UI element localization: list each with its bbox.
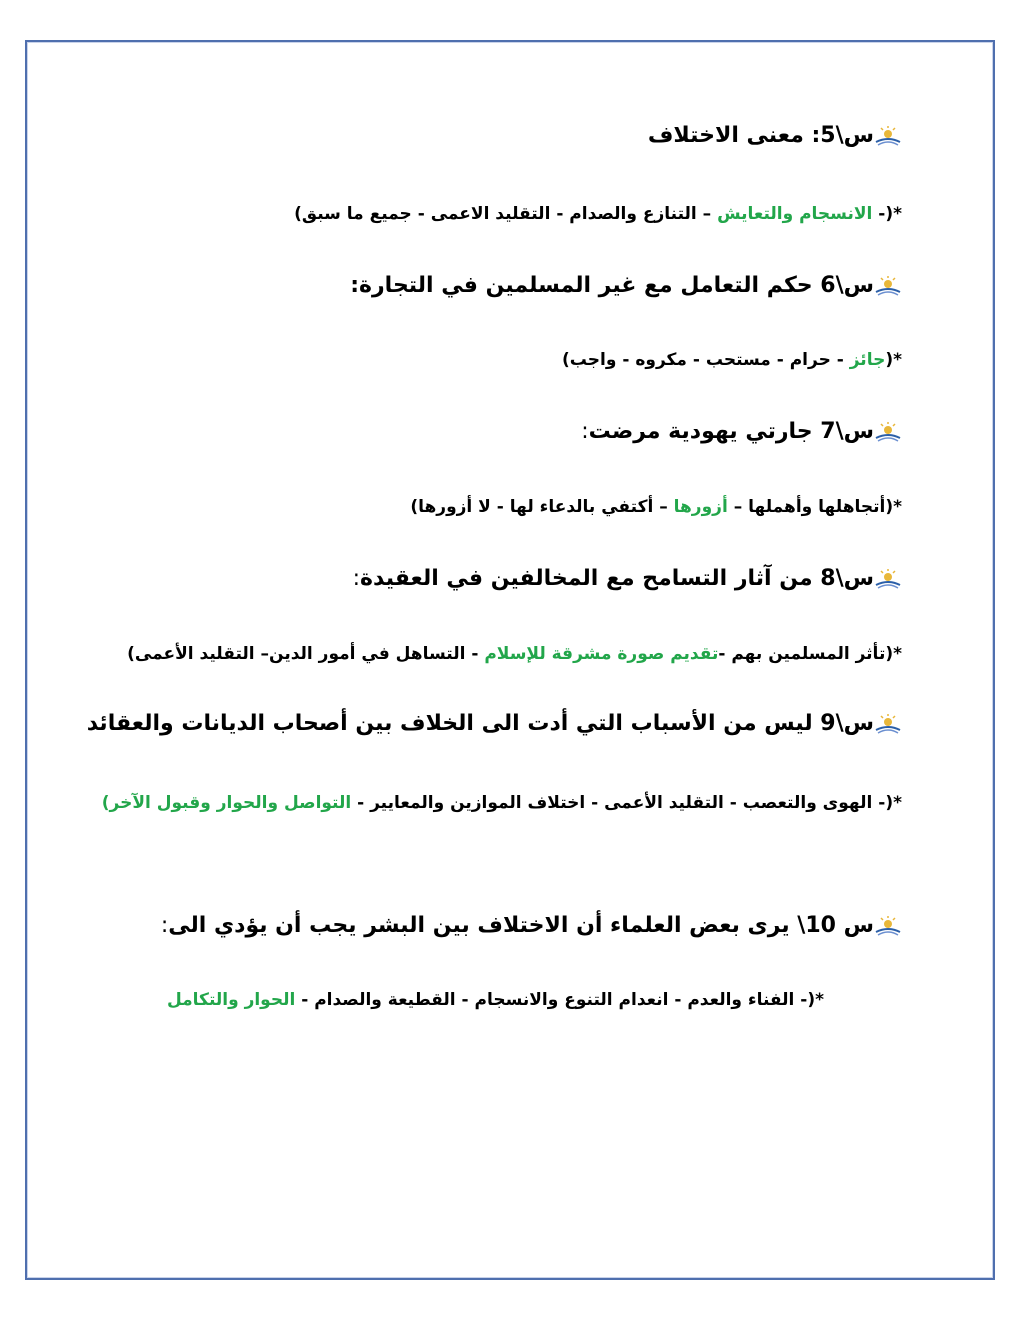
question-6-title: س\6 حكم التعامل مع غير المسلمين في التجارة: bbox=[40, 272, 902, 300]
question-6-answers: *(جائز - حرام - مستحب - مكروه - واجب) bbox=[562, 350, 902, 370]
correct-answer: الانسجام والتعايش bbox=[717, 204, 873, 224]
book-clipart-icon bbox=[874, 569, 902, 589]
question-8-title: س\8 من آثار التسامح مع المخالفين في العقيدة: bbox=[40, 565, 902, 593]
question-5-title: س\5: معنى الاختلاف bbox=[40, 122, 902, 150]
book-clipart-icon bbox=[874, 422, 902, 442]
correct-answer: الحوار والتكامل bbox=[166, 990, 296, 1010]
book-clipart-icon bbox=[874, 276, 902, 296]
correct-answer: أزورها bbox=[673, 497, 728, 517]
correct-answer: تقديم صورة مشرقة للإسلام bbox=[484, 644, 719, 664]
question-8-answers: *(تأثر المسلمين بهم -تقديم صورة مشرقة للإسلام - التساهل في أمور الدين– التقليد الأعمى) bbox=[127, 644, 902, 664]
correct-answer: جائز bbox=[849, 350, 886, 370]
question-10-answers: *(- الفناء والعدم - انعدام التنوع والانسجام - القطيعة والصدام - الحوار والتكامل bbox=[166, 990, 824, 1010]
question-7-answers: *(أتجاهلها وأهملها – أزورها – أكتفي بالدعاء لها - لا أزورها) bbox=[410, 497, 902, 517]
question-9-answers: *(- الهوى والتعصب - التقليد الأعمى - اختلاف الموازين والمعايير - التواصل والحوار وقبول الآخر) bbox=[101, 793, 902, 813]
book-clipart-icon bbox=[874, 714, 902, 734]
question-5-answers: *(- الانسجام والتعايش – التنازع والصدام - التقليد الاعمى - جميع ما سبق) bbox=[294, 204, 902, 224]
book-clipart-icon bbox=[874, 916, 902, 936]
book-clipart-icon bbox=[874, 126, 902, 146]
correct-answer: التواصل والحوار وقبول الآخر bbox=[109, 793, 352, 813]
question-10-title: س 10\ يرى بعض العلماء أن الاختلاف بين البشر يجب أن يؤدي الى: bbox=[40, 912, 902, 940]
question-9-title: س\9 ليس من الأسباب التي أدت الى الخلاف بين أصحاب الديانات والعقائد bbox=[40, 710, 902, 738]
question-7-title: س\7 جارتي يهودية مرضت: bbox=[40, 418, 902, 446]
